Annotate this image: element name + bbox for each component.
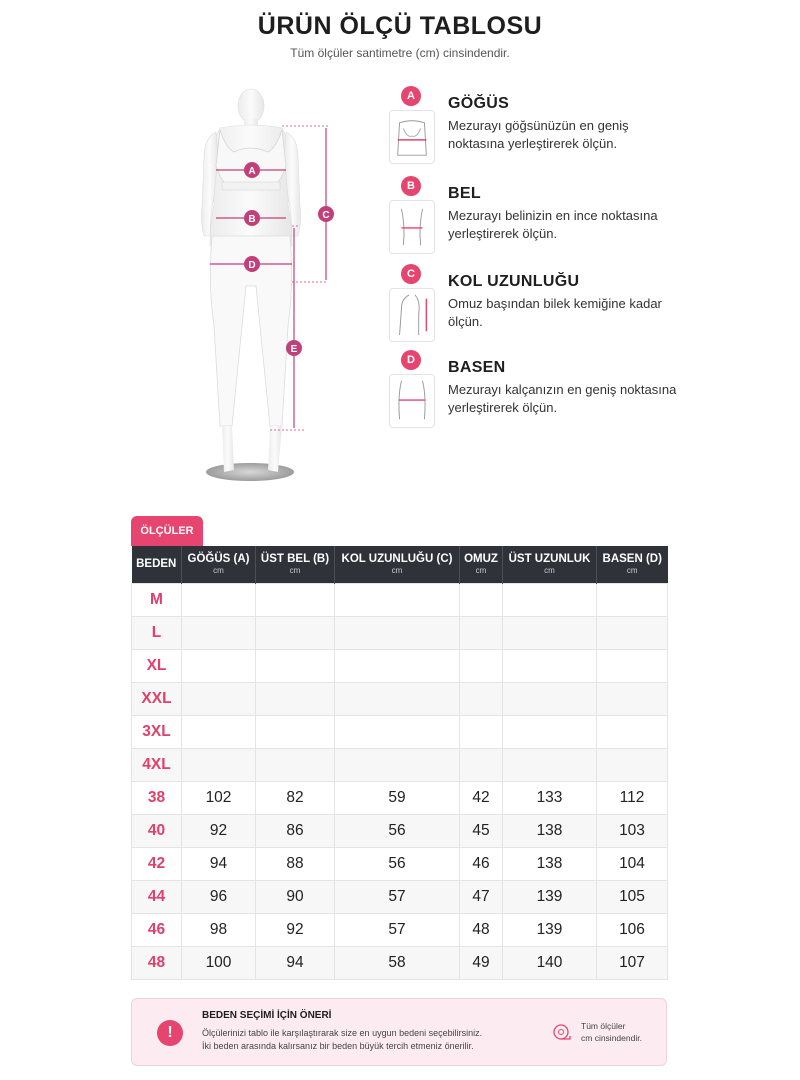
value-cell [597,583,668,616]
value-cell: 58 [335,946,460,979]
note-line-2: İki beden arasında kalırsanız bir beden büyük tercih etmeniz önerilir. [202,1041,474,1051]
column-header-label: ÜST UZUNLUK [508,552,591,565]
column-header-label: ÜST BEL (B) [260,552,330,565]
value-cell: 96 [182,880,256,913]
size-cell: 42 [132,847,182,880]
value-cell: 42 [460,781,503,814]
size-cell: 44 [132,880,182,913]
tape-note-line-1: Tüm ölçüler [581,1021,626,1031]
value-cell [256,583,335,616]
figure-label-c: C [322,210,330,221]
column-header [335,546,460,583]
size-cell: 46 [132,913,182,946]
value-cell [182,649,256,682]
value-cell [256,715,335,748]
size-cell: 4XL [132,748,182,781]
figure-label-d: D [248,260,256,271]
value-cell: 94 [182,847,256,880]
table-row [132,649,668,682]
guide-desc-waist: Mezurayı belinizin en ince noktasına yerleştirerek ölçün. [448,208,658,241]
figure-label-b: B [248,214,256,225]
value-cell [460,682,503,715]
mannequin-illustration [160,86,350,488]
guide-title-chest: GÖĞÜS [448,95,510,112]
hip-measure-icon [389,374,435,428]
column-header-label: GÖĞÜS (A) [187,552,250,565]
column-header-label: KOL UZUNLUĞU (C) [341,552,453,565]
value-cell: 104 [597,847,668,880]
value-cell: 88 [256,847,335,880]
value-cell: 138 [503,847,597,880]
value-cell [503,583,597,616]
column-header-unit: cm [391,565,403,575]
value-cell: 46 [460,847,503,880]
table-row [132,913,668,946]
size-cell: XL [132,649,182,682]
value-cell [597,649,668,682]
value-cell [460,583,503,616]
value-cell [460,748,503,781]
waist-measure-icon [389,200,435,254]
value-cell: 82 [256,781,335,814]
value-cell: 133 [503,781,597,814]
guide-waist [388,176,688,260]
value-cell [182,715,256,748]
figure-label-e: E [290,344,298,355]
value-cell: 45 [460,814,503,847]
value-cell [460,616,503,649]
table-row [132,748,668,781]
mannequin-figure [160,86,350,488]
value-cell [335,649,460,682]
guide-desc-chest: Mezurayı göğsünüzün en geniş noktasına yerleştirerek ölçün. [448,118,629,151]
arm-length-icon [389,288,435,342]
value-cell [256,649,335,682]
guide-badge-a: A [401,86,421,106]
value-cell: 57 [335,880,460,913]
column-header-label: BASEN (D) [602,552,662,565]
size-cell: 40 [132,814,182,847]
table-row [132,946,668,979]
recommendation-note [131,998,667,1066]
column-header [132,546,182,583]
table-row [132,781,668,814]
guide-desc-arm: Omuz başından bilek kemiğine kadar ölçün. [448,296,662,329]
value-cell: 86 [256,814,335,847]
column-header [256,546,335,583]
guide-arm [388,264,688,348]
value-cell [503,682,597,715]
column-header [182,546,256,583]
value-cell: 112 [597,781,668,814]
value-cell [335,748,460,781]
column-header-unit: cm [626,565,638,575]
value-cell [460,715,503,748]
value-cell [256,616,335,649]
value-cell [460,649,503,682]
value-cell: 98 [182,913,256,946]
value-cell: 139 [503,913,597,946]
value-cell: 139 [503,880,597,913]
table-row [132,682,668,715]
value-cell: 138 [503,814,597,847]
table-row [132,880,668,913]
table-body [132,583,668,979]
table-row [132,616,668,649]
value-cell: 48 [460,913,503,946]
size-cell: L [132,616,182,649]
value-cell [335,682,460,715]
column-header [597,546,668,583]
size-cell: 38 [132,781,182,814]
column-header-unit: cm [544,565,555,575]
value-cell: 140 [503,946,597,979]
size-cell: M [132,583,182,616]
value-cell [182,616,256,649]
figure-label-a: A [248,166,256,177]
table-row [132,715,668,748]
note-line-1: Ölçülerinizi tablo ile karşılaştırarak size en uygun bedeni seçebilirsiniz. [202,1028,483,1038]
column-header [503,546,597,583]
column-header-unit: cm [213,565,224,575]
guide-badge-c: C [401,264,421,284]
value-cell: 107 [597,946,668,979]
value-cell [335,616,460,649]
value-cell: 47 [460,880,503,913]
guide-title-hip: BASEN [448,359,506,376]
chest-measure-icon [389,110,435,164]
table-header-row [132,546,668,583]
value-cell [597,682,668,715]
value-cell [256,748,335,781]
value-cell [182,748,256,781]
table-row [132,814,668,847]
value-cell: 92 [256,913,335,946]
guide-chest [388,86,688,170]
size-table [131,546,668,980]
value-cell [335,715,460,748]
guide-badge-d: D [401,350,421,370]
column-header-label: BEDEN [136,557,177,570]
size-cell: 48 [132,946,182,979]
value-cell: 57 [335,913,460,946]
value-cell [182,682,256,715]
value-cell [503,649,597,682]
size-cell: XXL [132,682,182,715]
value-cell: 49 [460,946,503,979]
value-cell: 90 [256,880,335,913]
value-cell [597,748,668,781]
value-cell: 103 [597,814,668,847]
table-row [132,583,668,616]
page-subtitle: Tüm ölçüler santimetre (cm) cinsindendir. [290,46,510,60]
column-header-label: OMUZ [464,552,498,565]
value-cell [256,682,335,715]
warning-icon: ! [157,1020,183,1046]
table-tag: ÖLÇÜLER [131,516,203,546]
size-cell: 3XL [132,715,182,748]
value-cell: 102 [182,781,256,814]
note-title: BEDEN SEÇİMİ İÇİN ÖNERİ [202,1010,332,1021]
value-cell [503,616,597,649]
value-cell [503,715,597,748]
column-header-unit: cm [289,565,301,575]
value-cell [597,616,668,649]
value-cell: 100 [182,946,256,979]
page-title: ÜRÜN ÖLÇÜ TABLOSU [257,12,543,40]
value-cell: 59 [335,781,460,814]
measuring-tape-icon [552,1023,572,1043]
value-cell: 106 [597,913,668,946]
table-row [132,847,668,880]
value-cell [597,715,668,748]
column-header [460,546,503,583]
guide-desc-hip: Mezurayı kalçanızın en geniş noktasına yerleştirerek ölçün. [448,382,677,415]
value-cell: 105 [597,880,668,913]
value-cell: 56 [335,847,460,880]
guide-hip [388,350,688,434]
value-cell [503,748,597,781]
value-cell: 56 [335,814,460,847]
guide-badge-b: B [401,176,421,196]
guide-title-arm: KOL UZUNLUĞU [448,273,580,290]
value-cell [335,583,460,616]
value-cell: 92 [182,814,256,847]
value-cell: 94 [256,946,335,979]
column-header-unit: cm [475,565,487,575]
value-cell [182,583,256,616]
tape-note-line-2: cm cinsindendir. [581,1033,642,1043]
guide-title-waist: BEL [448,185,481,202]
